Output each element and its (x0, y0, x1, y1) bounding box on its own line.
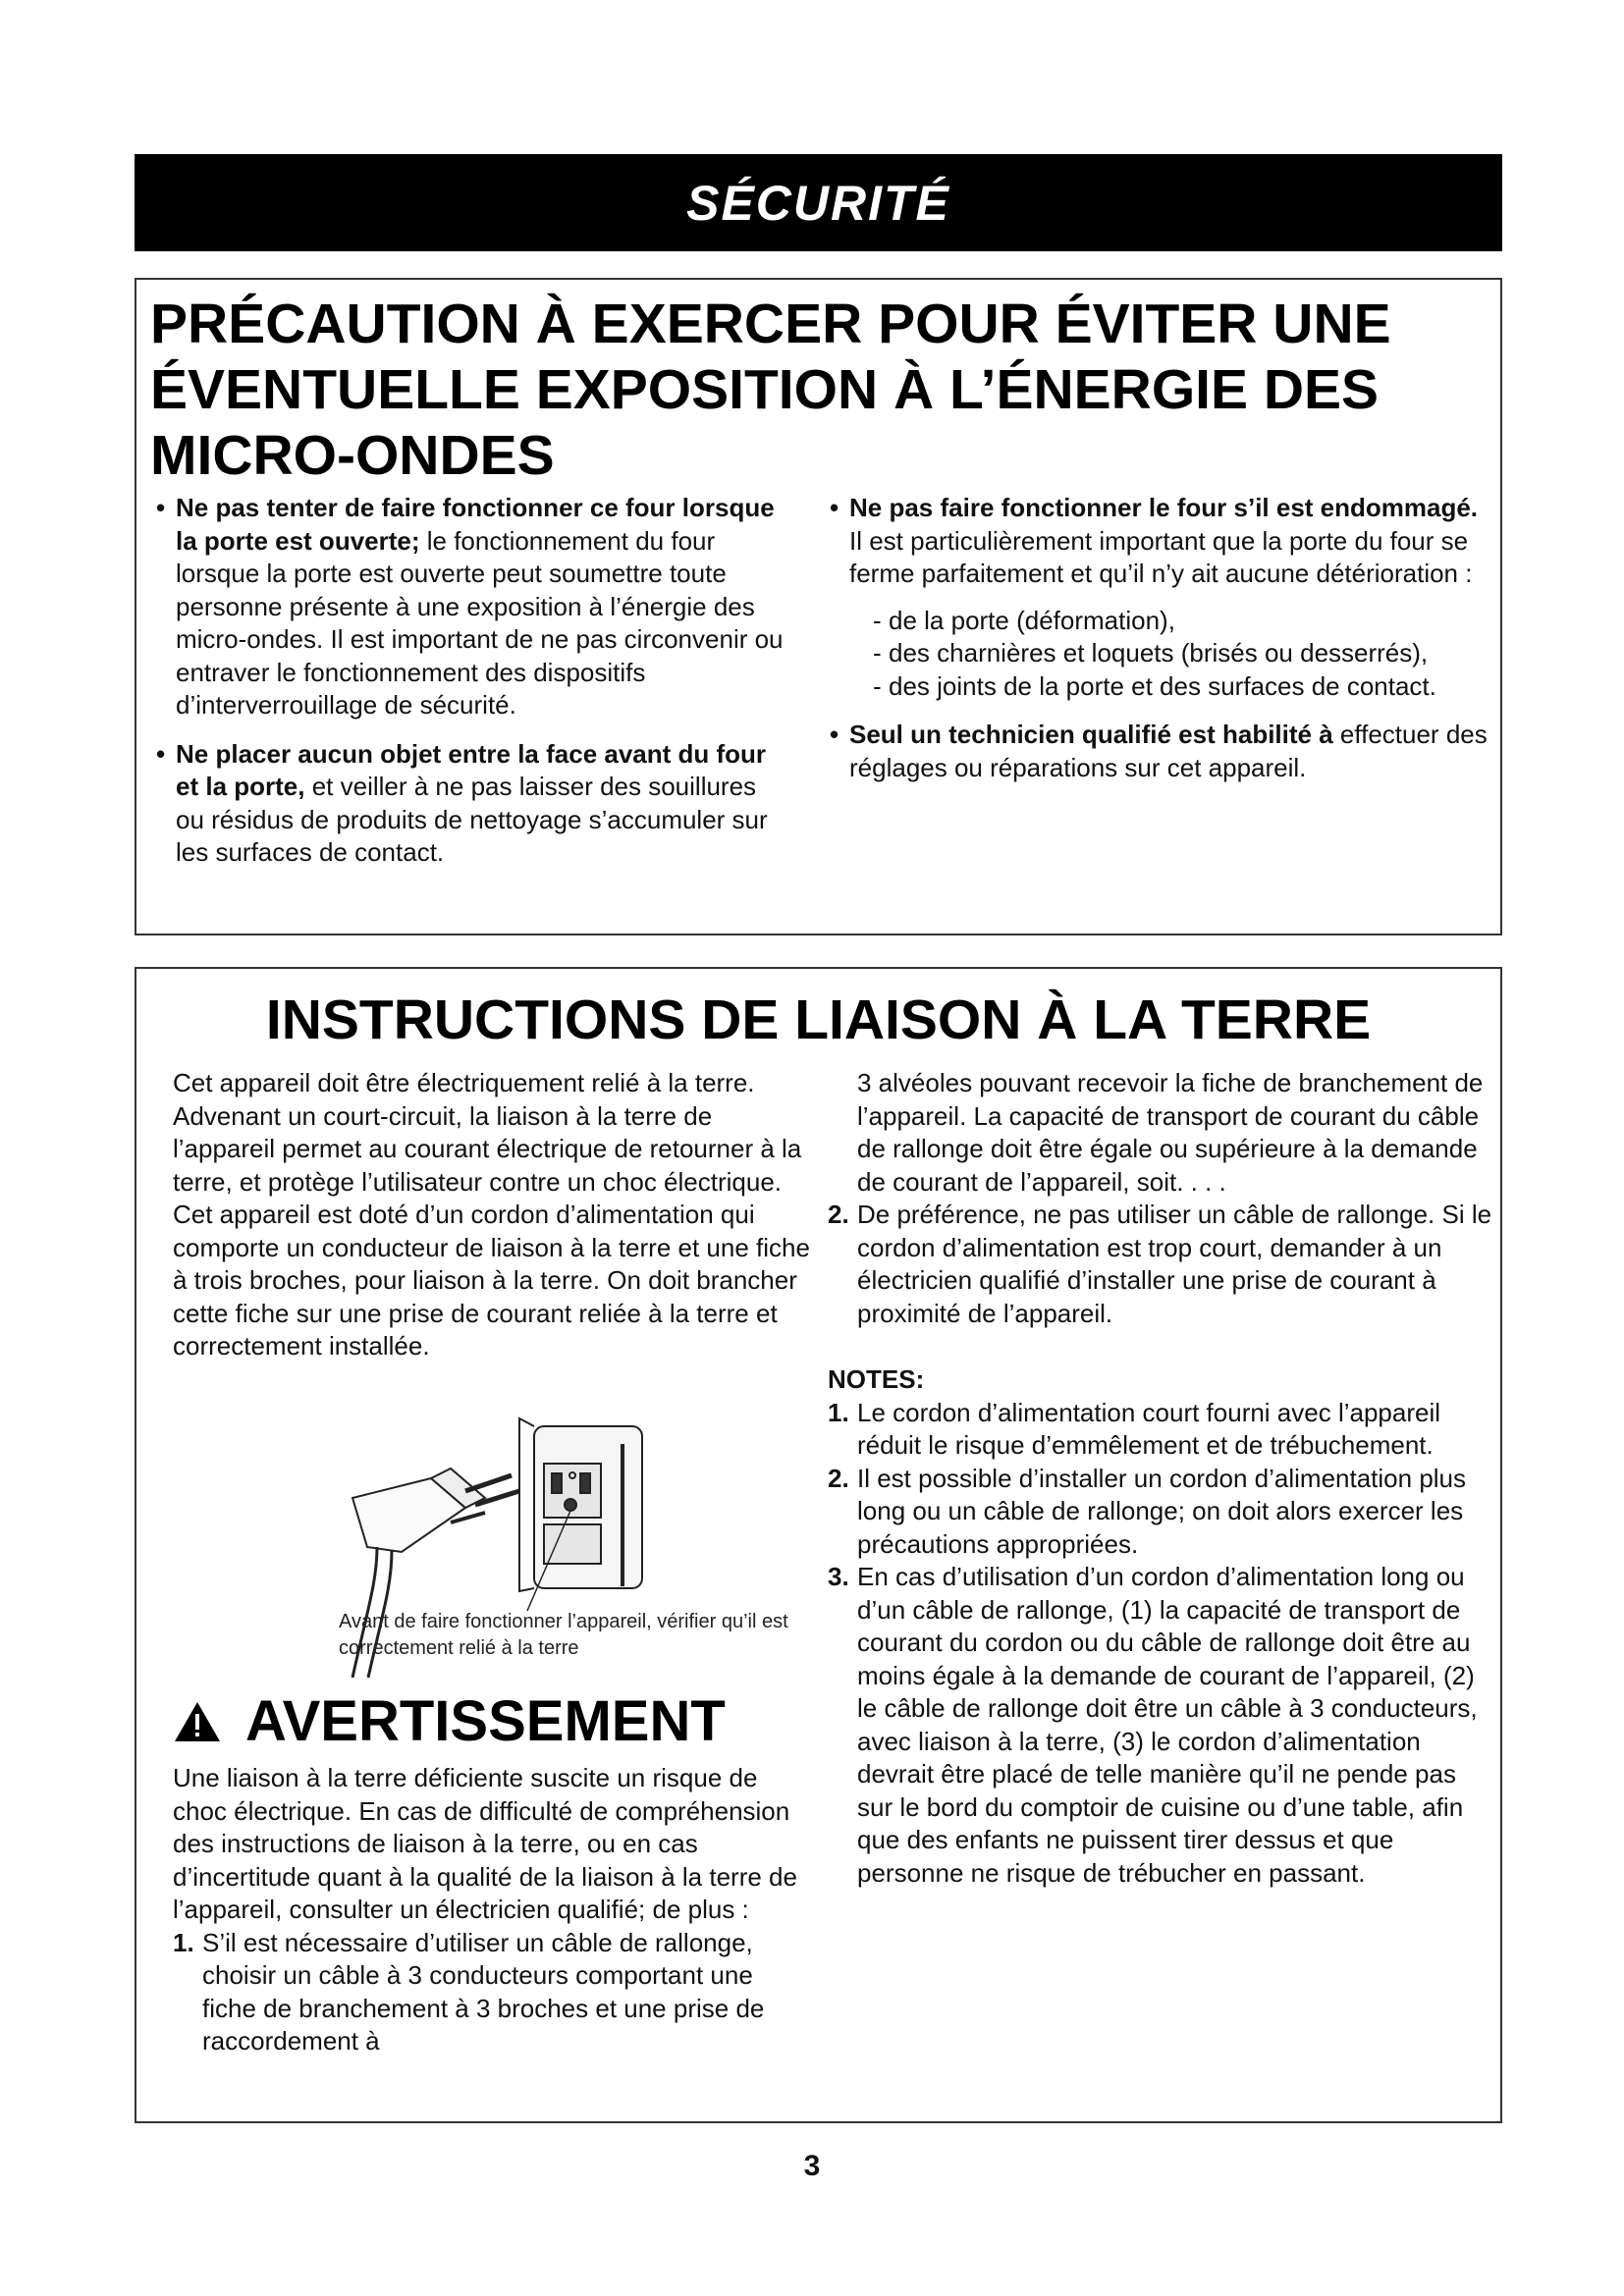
note-text: Il est possible d’installer un cordon d’alimentation plus long ou un câble de rallonge; on doit alors exercer les précautions appropriées. (857, 1463, 1467, 1559)
note-number: 3. (828, 1562, 849, 1591)
notes-title: NOTES: (828, 1364, 925, 1394)
note-text: En cas d’utilisation d’un cordon d’alimentation long ou d’un câble de rallonge, (1) la capacité de transport de courant du cordon ou du câble de rallonge doit être au moins égale à la demande de courant de l’appareil, (2) le câble de rallonge doit être un câble à 3 conducteurs, avec liaison à la terre, (3) le cordon d’alimentation devrait être placé de telle manière qu’il ne pende pas sur le bord du comptoir de cuisine ou d’une table, afin que des enfants ne puissent tirer dessus et que personne ne risque de trébucher en passant. (857, 1562, 1478, 1888)
precaution-box (135, 278, 1502, 935)
bullet-bold: Ne pas faire fonctionner le four s’il est endommagé. (849, 493, 1479, 522)
damage-sublist (873, 605, 1491, 704)
page-number: 3 (803, 2150, 821, 2182)
grounding-heading: INSTRUCTIONS DE LIAISON À LA TERRE (265, 988, 1372, 1051)
note-item (828, 1561, 1495, 1890)
sublist-item: - des charnières et loquets (brisés ou desserrés), (873, 637, 1491, 670)
note-text: Le cordon d’alimentation court fourni avec l’appareil réduit le risque d’emmêlement et de trébuchement. (857, 1397, 1441, 1460)
warning-body (173, 1762, 811, 2058)
item-text: 3 alvéoles pouvant recevoir la fiche de branchement de l’appareil. La capacité de transport de courant du câble de rallonge doit être égale ou supérieure à la demande de courant de l’appareil, soit. . . . (857, 1068, 1484, 1197)
note-item (828, 1397, 1495, 1463)
bullet-text: Il est particulièrement important que la porte du four se ferme parfaitement et qu’il n’y ait aucune détérioration : (849, 525, 1473, 588)
warning-text: Une liaison à la terre déficiente suscite un risque de choc électrique. En cas de difficulté de compréhension des instructions de liaison à la terre, ou en cas d’incertitude quant à la qualité de la liaison à la terre de l’appareil, consulter un électricien qualifié; de plus : (173, 1763, 797, 1924)
grounding-intro: Cet appareil doit être électriquement relié à la terre. Advenant un court-circuit, la liaison à la terre de l’appareil permet au courant électrique de retourner à la terre, et protège l’utilisateur contre un choc électrique. Cet appareil est doté d’un cordon d’alimentation qui comporte un conducteur de liaison à la terre et une fiche à trois broches, pour liaison à la terre. On doit brancher cette fiche sur une prise de courant reliée à la terre et correctement installée. (173, 1068, 810, 1361)
figure-caption: Avant de faire fonctionner l’appareil, vérifier qu’il est correctement relié à la terre (339, 1611, 788, 1659)
warning-heading (173, 1690, 726, 1753)
precaution-heading: PRÉCAUTION À EXERCER POUR ÉVITER UNE ÉVENTUELLE EXPOSITION À L’ÉNERGIE DES MICRO-ONDES (150, 293, 1391, 487)
item-number: 2. (828, 1200, 849, 1229)
bullet-item (824, 719, 1491, 784)
bullet-item (150, 492, 788, 722)
bullet-bold: Ne placer aucun objet entre la face avant du four et la porte, (176, 738, 767, 801)
warning-triangle-icon (173, 1700, 222, 1743)
grounding-left-column (173, 1067, 811, 1363)
sublist-item: - des joints de la porte et des surfaces de contact. (873, 670, 1491, 704)
bullet-text: et veiller à ne pas laisser des souillures ou résidus de produits de nettoyage s’accumuler sur les surfaces de contact. (176, 772, 768, 867)
numbered-item (828, 1199, 1495, 1330)
precaution-right-column (824, 492, 1491, 800)
numbered-item-continued (828, 1067, 1495, 1199)
precaution-left-column (150, 492, 788, 885)
numbered-item (173, 1927, 811, 2058)
item-text: De préférence, ne pas utiliser un câble de rallonge. Si le cordon d’alimentation est trop court, demander à un électricien qualifié d’installer une prise de courant à proximité de l’appareil. (857, 1200, 1492, 1328)
note-number: 1. (828, 1397, 849, 1427)
banner-title: SÉCURITÉ (686, 175, 950, 231)
sublist-item: - de la porte (déformation), (873, 605, 1491, 638)
bullet-text: le fonctionnement du four lorsque la porte est ouverte peut soumettre toute personne présente à une exposition à l’énergie des micro-ondes. Il est important de ne pas circonvenir ou entraver le fonctionnement des dispositifs d’interverrouillage de sécurité. (176, 525, 784, 720)
bullet-item (824, 492, 1491, 703)
bullet-item (150, 738, 788, 870)
section-banner (135, 154, 1502, 251)
item-text: S’il est nécessaire d’utiliser un câble de rallonge, choisir un câble à 3 conducteurs comportant une fiche de branchement à 3 broches et une prise de raccordement à (202, 1927, 765, 2056)
bullet-bold: Seul un technicien qualifié est habilité à (849, 720, 1333, 749)
grounding-right-column (828, 1067, 1495, 1890)
note-item (828, 1463, 1495, 1562)
item-number: 1. (173, 1927, 194, 1957)
bullet-text: effectuer des réglages ou réparations sur cet appareil. (849, 720, 1488, 782)
warning-title: AVERTISSEMENT (245, 1689, 726, 1753)
note-number: 2. (828, 1463, 849, 1493)
bullet-bold: Ne pas tenter de faire fonctionner ce four lorsque la porte est ouverte; (176, 493, 775, 556)
grounding-box (135, 967, 1502, 2123)
